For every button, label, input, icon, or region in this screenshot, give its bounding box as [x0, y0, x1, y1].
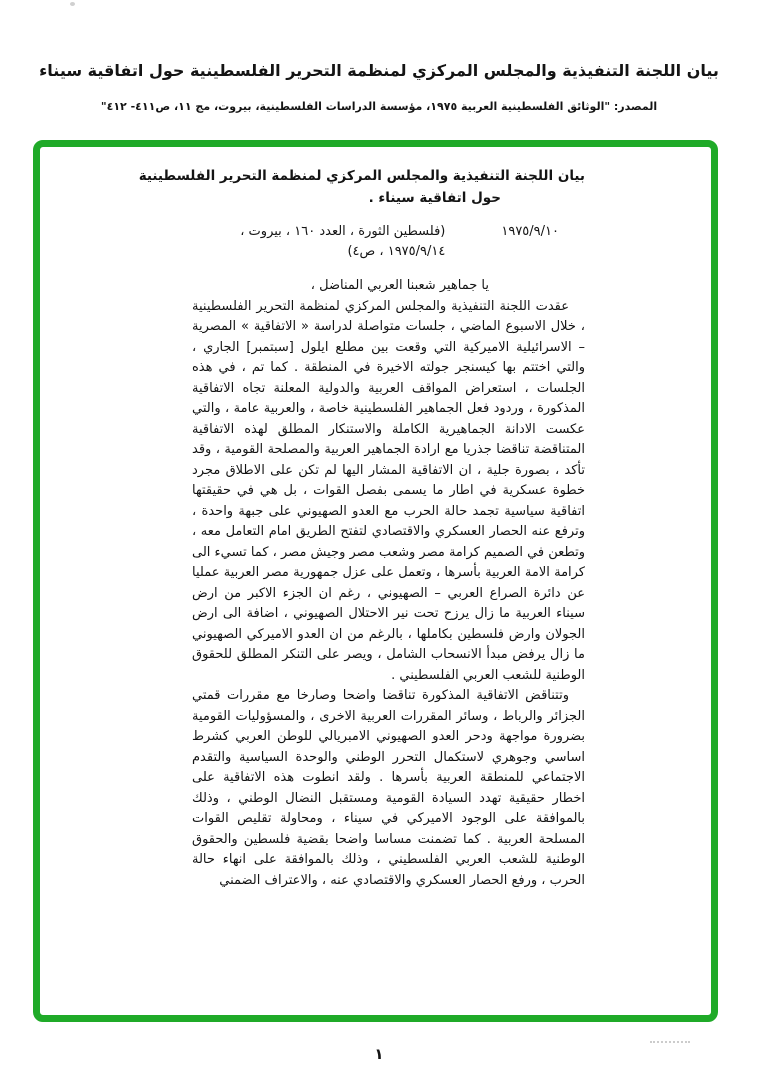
document-scan	[40, 147, 711, 891]
citation-line1: (فلسطين الثورة ، العدد ١٦٠ ، بيروت ،	[240, 224, 446, 239]
dateline	[192, 222, 585, 262]
body-paragraph-2: وتتناقض الاتفاقية المذكورة تناقضا واضحا وصارخا مع مقررات قمتي الجزائر والرباط ، وسائر المقررات العربية الاخرى ، والمسؤوليات القومية بضرورة مواجهة ودحر العدو الصهيوني الامبريالي للوطن العربي كشرط اساسي وجوهري لاستكمال التحرر الوطني والوحدة السياسية والتقدم الاجتماعي للمنطقة العربية بأسرها . ولقد انطوت هذه الاتفاقية على اخطار حقيقية تهدد السيادة القومية ومستقبل النضال الوطني ، وذلك بالموافقة على الوجود الاميركي في سيناء ، ومحاولة تقليص القوات المسلحة العربية . كما تضمنت مساسا واضحا بقضية فلسطين والحقوق الوطنية للشعب العربي الفلسطيني ، وذلك بالموافقة على انهاء حالة الحرب ، ورفع الحصار العسكري والاقتصادي عنه ، والاعتراف الضمني	[192, 688, 585, 888]
document-date: ١٩٧٥/٩/١٠	[501, 224, 559, 239]
citation-line2: ١٩٧٥/٩/١٤ ، ص٤)	[347, 244, 446, 259]
page-title: بيان اللجنة التنفيذية والمجلس المركزي لمنظمة التحرير الفلسطينية حول اتفاقية سيناء	[39, 61, 719, 80]
source-citation: المصدر: "الوثائق الفلسطينية العربية ١٩٧٥، مؤسسة الدراسات الفلسطينية، بيروت، مج ١١، ص٤١١- ٤١٢"	[100, 100, 658, 113]
document-title-line1: بيان اللجنة التنفيذية والمجلس المركزي لمنظمة التحرير الفلسطينية	[138, 168, 585, 184]
document-title-line2: حول اتفاقية سيناء .	[368, 190, 501, 206]
body-paragraph-1: عقدت اللجنة التنفيذية والمجلس المركزي لمنظمة التحرير الفلسطينية ، خلال الاسبوع الماضي ، جلسات متواصلة لدراسة « الاتفاقية » المصرية – الاسرائيلية الاميركية التي وقعت بين مطلع ايلول [سبتمبر] الجاري ، والتي اختتم بها كيسنجر جولته الاخيرة في المنطقة . كما تم ، في هذه الجلسات ، استعراض المواقف العربية والدولية المعلنة تجاه الاتفاقية المذكورة ، وردود فعل الجماهير الفلسطينية خاصة ، والعربية عامة ، والتي عكست الادانة الجماهيرية الكاملة والاستنكار المطلق لهذه الاتفاقية المتناقضة تناقضا جذريا مع ارادة الجماهير العربية والمصلحة القومية ، وقد تأكد ، بصورة جلية ، ان الاتفاقية المشار اليها لم تكن على الاطلاق مجرد خطوة عسكرية في اطار ما يسمى بفصل القوات ، بل هي في حقيقتها اتفاقية سياسية تجمد حالة الحرب مع العدو الصهيوني على جبهة واحدة ، وترفع عنه الحصار العسكري والاقتصادي لتفتح الطريق امام التعامل معه ، وتطعن في الصميم كرامة مصر وشعب مصر وجيش مصر ، كما تسيء الى كرامة الامة العربية بأسرها ، وتعمل على عزل جمهورية مصر العربية عمليا عن دائرة الصراع العربي – الصهيوني ، رغم ان الجزء الاكبر من ارض سيناء العربية ما زال يرزح تحت نير الاحتلال الصهيوني ، اضافة الى ارض الجولان وارض فلسطين بكاملها ، بالرغم من ان العدو الاميركي الصهيوني ما زال يرفض مبدأ الانسحاب الشامل ، ويصر على التنكر المطلق للحقوق الوطنية للشعب العربي الفلسطيني .	[192, 298, 585, 683]
document-scan-frame	[33, 140, 718, 1022]
scan-artifact-dot	[70, 2, 75, 6]
salutation-line: يا جماهير شعبنا العربي المناضل ،	[310, 278, 489, 293]
page-number: ١	[374, 1045, 384, 1063]
document-title	[138, 165, 585, 209]
scan-artifact-dashes	[650, 1041, 690, 1043]
document-citation	[240, 222, 445, 262]
